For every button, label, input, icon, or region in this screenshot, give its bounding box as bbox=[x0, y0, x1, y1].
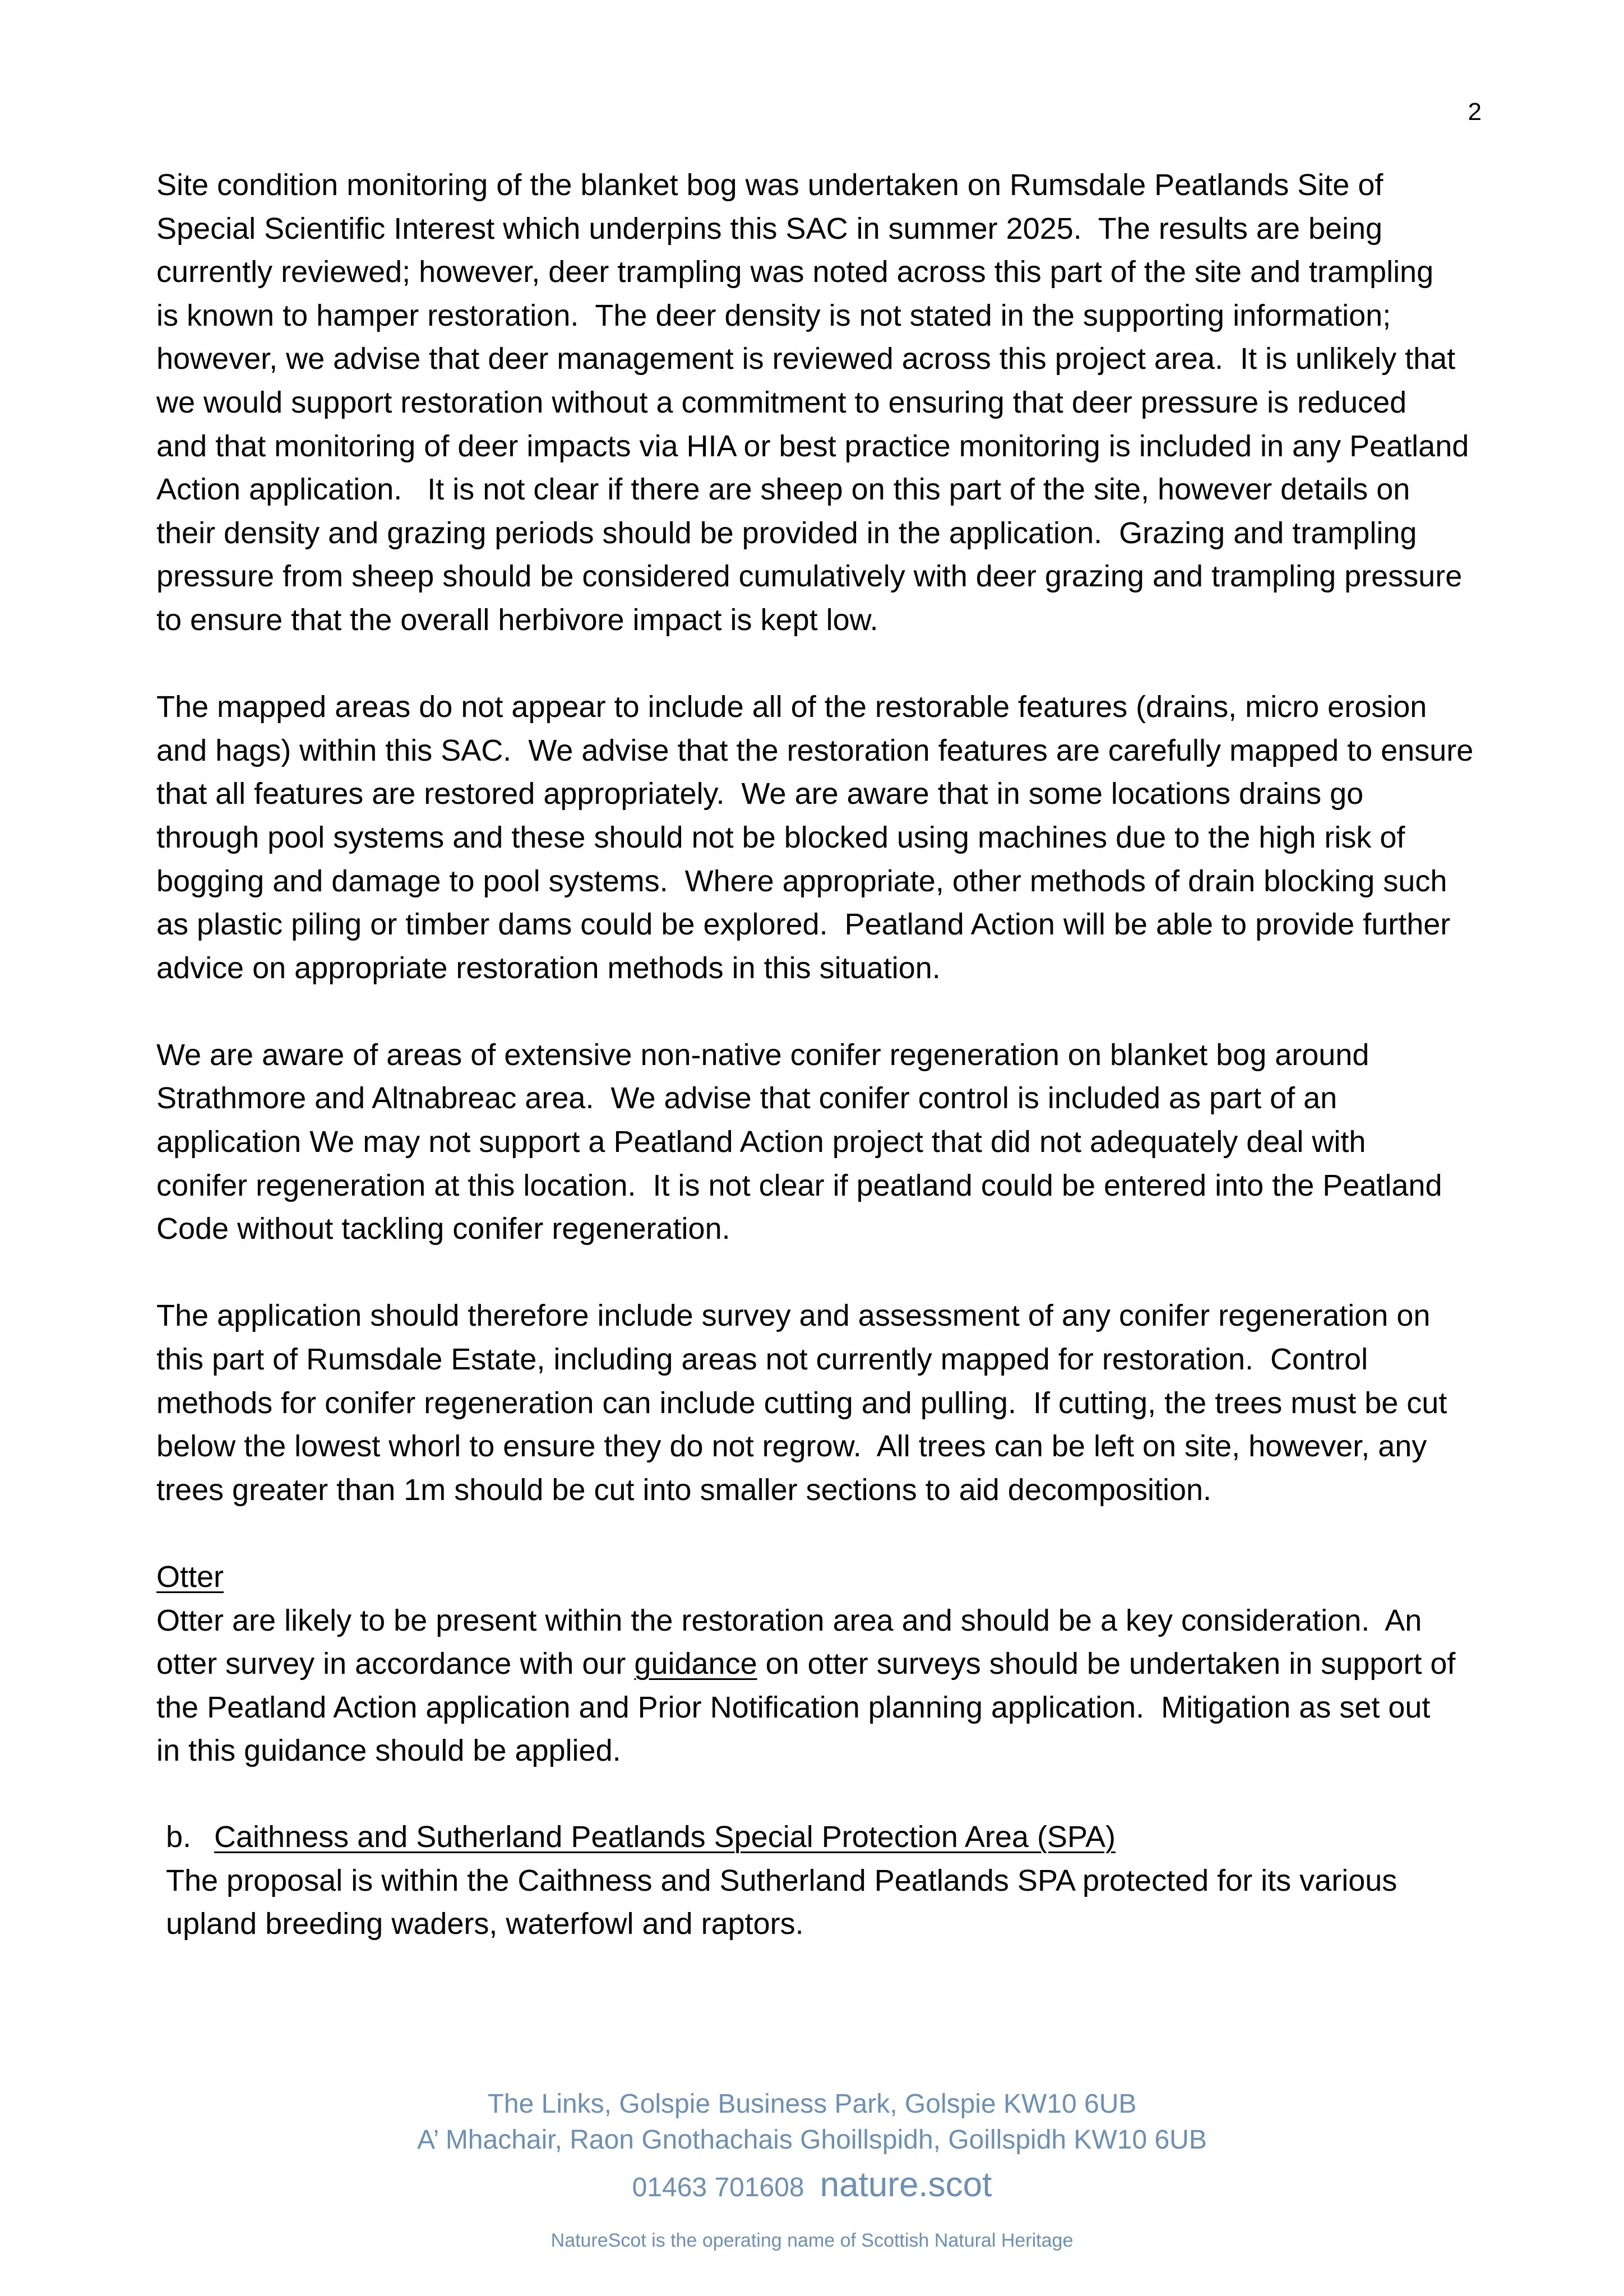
document-body bbox=[156, 164, 1491, 1817]
footer-legal-note: NatureScot is the operating name of Scottish Natural Heritage bbox=[550, 2230, 1074, 2251]
footer-address-gaelic: A’ Mhachair, Raon Gnothachais Ghoillspidh, Goillspidh KW10 6UB bbox=[417, 2125, 1207, 2155]
footer bbox=[0, 2086, 1624, 2253]
otter-heading bbox=[156, 1556, 1491, 1599]
otter-heading-text: Otter bbox=[156, 1560, 224, 1594]
footer-phone: 01463 701608 bbox=[632, 2173, 804, 2202]
paragraph-site-condition: Site condition monitoring of the blanket bog was undertaken on Rumsdale Peatlands Site of Special Scientific Interest which underpins this SAC in summer 2025. The results are being currently reviewed; however, deer trampling was noted across this part of the site and trampling is known to hamper restoration. The deer density is not stated in the supporting information; however, we advise that deer management is reviewed across this project area. It is unlikely that we would support restoration without a commitment to ensuring that deer pressure is reduced and that monitoring of deer impacts via HIA or best practice monitoring is included in any Peatland Action application. It is not clear if there are sheep on this part of the site, however details on their density and grazing periods should be provided in the application. Grazing and trampling pressure from sheep should be considered cumulatively with deer grazing and trampling pressure to ensure that the overall herbivore impact is kept low. bbox=[156, 168, 1469, 637]
section-b-marker: b. bbox=[166, 1820, 192, 1854]
guidance-link[interactable]: guidance bbox=[634, 1647, 757, 1681]
otter-text-before-link: Otter are likely to be present within the restoration area and should be a key consideration. An otter survey in accordance with our bbox=[156, 1603, 1422, 1681]
paragraph-otter bbox=[156, 1599, 1491, 1773]
section-b bbox=[166, 1816, 1489, 1946]
footer-address-english: The Links, Golspie Business Park, Golspie KW10 6UB bbox=[487, 2089, 1137, 2119]
paragraph-conifer-survey: The application should therefore include survey and assessment of any conifer regeneration on this part of Rumsdale Estate, including areas not currently mapped for restoration. Control methods for conifer regeneration can include cutting and pulling. If cutting, the trees must be cut below the lowest whorl to ensure they do not regrow. All trees can be left on site, however, any trees greater than 1m should be cut into smaller sections to aid decomposition. bbox=[156, 1299, 1447, 1507]
paragraph-conifer-awareness: We are aware of areas of extensive non-native conifer regeneration on blanket bog around Strathmore and Altnabreac area. We advise that conifer control is included as part of an application We may not support a Peatland Action project that did not adequately deal with conifer regeneration at this location. It is not clear if peatland could be entered into the Peatland Code without tackling conifer regeneration. bbox=[156, 1038, 1442, 1246]
page-number: 2 bbox=[1468, 98, 1482, 126]
footer-contact bbox=[0, 2165, 1624, 2208]
footer-website-link[interactable]: nature.scot bbox=[820, 2165, 992, 2204]
section-b-heading bbox=[166, 1816, 1489, 1859]
paragraph-mapped-areas: The mapped areas do not appear to include all of the restorable features (drains, micro erosion and hags) within this SAC. We advise that the restoration features are carefully mapped to ensure that all features are restored appropriately. We are aware that in some locations drains go through pool systems and these should not be blocked using machines due to the high risk of bogging and damage to pool systems. Where appropriate, other methods of drain blocking such as plastic piling or timber dams could be explored. Peatland Action will be able to provide further advice on appropriate restoration methods in this situation. bbox=[156, 690, 1474, 985]
paragraph-spa: The proposal is within the Caithness and Sutherland Peatlands SPA protected for its various upland breeding waders, waterfowl and raptors. bbox=[166, 1863, 1398, 1941]
otter-text-after-link: on otter surveys should be undertaken in support of the Peatland Action application and Prior Notification planning application. Mitigation as set out in this guidance should be applied. bbox=[156, 1647, 1456, 1768]
section-b-heading-text: Caithness and Sutherland Peatlands Special Protection Area (SPA) bbox=[214, 1820, 1116, 1854]
